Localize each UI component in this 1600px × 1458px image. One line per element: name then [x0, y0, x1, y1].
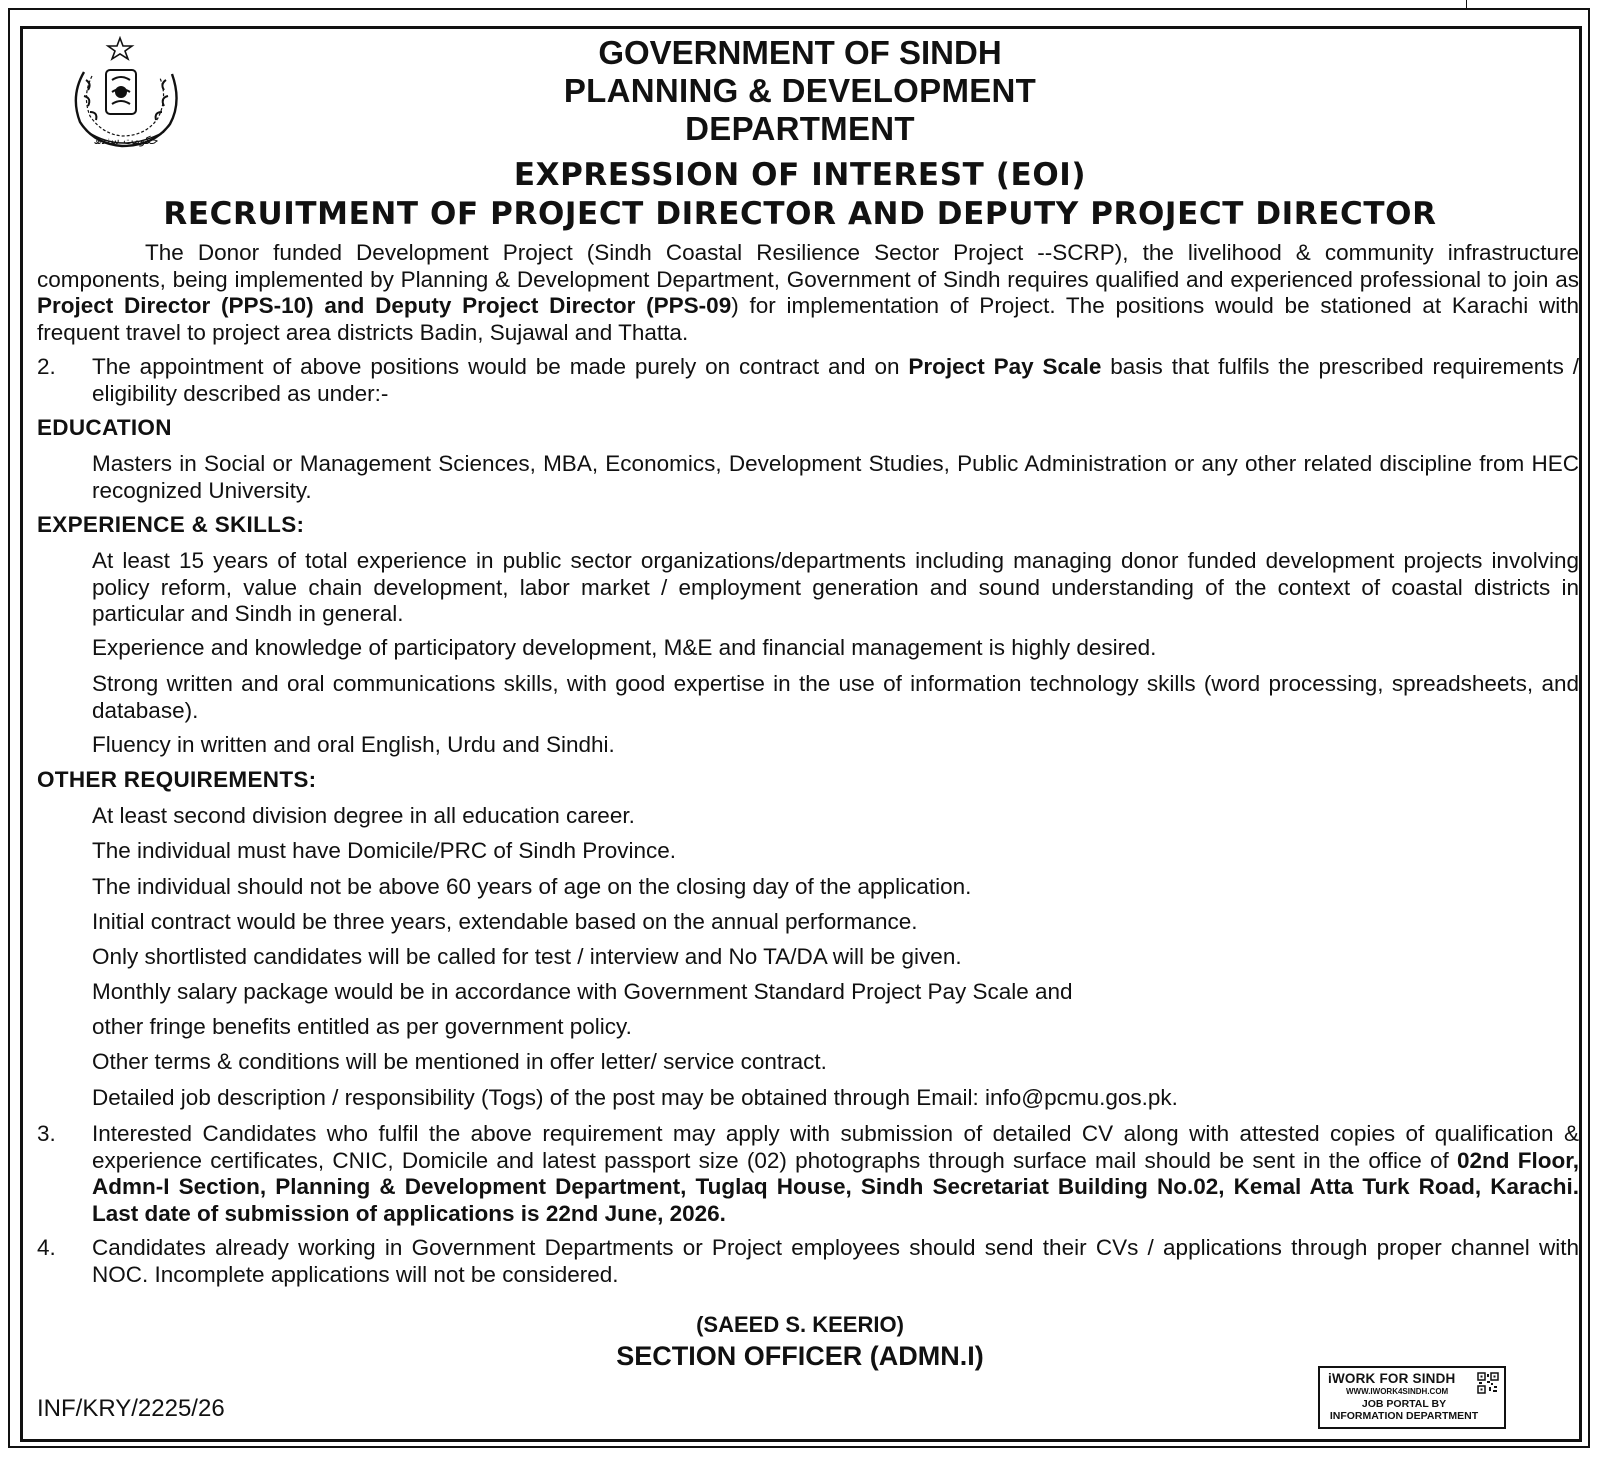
- para3-text: [92, 1121, 1579, 1227]
- requirement-item: Other terms & conditions will be mentioned in offer letter/ service contract.: [92, 1049, 827, 1074]
- requirement-item: Only shortlisted candidates will be called for test / interview and No TA/DA will be given.: [92, 944, 962, 969]
- corner-tick: [1466, 0, 1467, 8]
- reference-number: INF/KRY/2225/26: [37, 1395, 225, 1422]
- para2-bold: Project Pay Scale: [908, 354, 1102, 379]
- intro-text-1: The Donor funded Development Project (Sindh Coastal Resilience Sector Project --SCRP), the livelihood & community infrastructure components, being implemented by Planning & Development Department, Government of Sindh requires qualified and experienced professional to join as: [37, 240, 1579, 292]
- signatory-designation: SECTION OFFICER (ADMN.I): [616, 1341, 984, 1371]
- para2-text: [92, 354, 1579, 407]
- eoi-title: EXPRESSION OF INTEREST (EOI): [513, 157, 1087, 193]
- experience-heading: EXPERIENCE & SKILLS:: [37, 512, 305, 537]
- badge-title: iWORK FOR SINDH: [1328, 1371, 1456, 1386]
- requirement-item: At least second division degree in all education career.: [92, 803, 635, 828]
- requirement-item: The individual must have Domicile/PRC of Sindh Province.: [92, 838, 677, 863]
- para2-text-2: basis that fulfils the prescribed requirements / eligibility described as under:-: [92, 354, 1579, 406]
- other-requirements-heading: OTHER REQUIREMENTS:: [37, 767, 317, 792]
- para4-number: 4.: [37, 1235, 56, 1260]
- requirement-item: Detailed job description / responsibility (Togs) of the post may be obtained through Email: info@pcmu.gos.pk.: [92, 1085, 1178, 1110]
- intro-paragraph: [37, 240, 1579, 346]
- experience-item: Fluency in written and oral English, Urdu and Sindhi.: [92, 732, 615, 757]
- para2-text-1: The appointment of above positions would be made purely on contract and on: [92, 354, 909, 379]
- government-heading: GOVERNMENT OF SINDH: [598, 34, 1002, 71]
- badge-line2: INFORMATION DEPARTMENT: [1329, 1410, 1479, 1422]
- signatory-name: (SAEED S. KEERIO): [696, 1312, 904, 1337]
- department-heading-line2: DEPARTMENT: [685, 110, 915, 147]
- requirement-item: Monthly salary package would be in accordance with Government Standard Project Pay Scale and: [92, 979, 1073, 1004]
- requirement-item: Initial contract would be three years, extendable based on the annual performance.: [92, 909, 918, 934]
- para2-number: 2.: [37, 354, 56, 379]
- para3-address-bold: 02nd Floor, Admn-I Section, Planning & Development Department, Tuglaq House, Sindh Secretariat Building No.02, Kemal Atta Turk Road, Karachi. Last date of submission of applications is 22nd June, 2026.: [92, 1147, 1580, 1226]
- education-heading: EDUCATION: [37, 415, 172, 440]
- qr-code-icon: [1477, 1372, 1499, 1394]
- iwork-for-sindh-badge: [1318, 1366, 1506, 1429]
- experience-item: Experience and knowledge of participatory development, M&E and financial management is highly desired.: [92, 635, 1157, 660]
- badge-portal-text: [1324, 1398, 1484, 1422]
- recruitment-title: RECRUITMENT OF PROJECT DIRECTOR AND DEPUTY PROJECT DIRECTOR: [163, 196, 1437, 232]
- para3-text-1: Interested Candidates who fulfil the above requirement may apply with submission of detailed CV along with attested copies of qualification & experience certificates, CNIC, Domicile and latest passport size (02) photographs through surface mail should be sent in the office of: [92, 1121, 1579, 1173]
- education-text: Masters in Social or Management Sciences, MBA, Economics, Development Studies, Public Administration or any other related discipline from HEC recognized University.: [92, 451, 1579, 503]
- para3-number: 3.: [37, 1121, 56, 1146]
- intro-text-2: ) for implementation of Project. The positions would be stationed at Karachi with frequent travel to project area districts Badin, Sujawal and Thatta.: [37, 293, 1579, 345]
- experience-item: Strong written and oral communications skills, with good expertise in the use of information technology skills (word processing, spreadsheets, and database).: [92, 671, 1579, 723]
- requirement-item: The individual should not be above 60 years of age on the closing day of the application.: [92, 874, 972, 899]
- emblem-text: حکومت سندھ: [93, 134, 159, 147]
- department-heading-line1: PLANNING & DEVELOPMENT: [563, 72, 1037, 109]
- badge-line1: JOB PORTAL BY: [1361, 1398, 1447, 1410]
- para4-text: Candidates already working in Government Departments or Project employees should send their CVs / applications through proper channel with NOC. Incomplete applications will not be considered.: [92, 1235, 1579, 1287]
- intro-positions-bold: Project Director (PPS-10) and Deputy Project Director (PPS-09: [37, 293, 732, 318]
- badge-url: WWW.IWORK4SINDH.COM: [1346, 1387, 1449, 1396]
- experience-item: At least 15 years of total experience in public sector organizations/departments including managing donor funded development projects involving policy reform, value chain development, labor market / employment generation and sound understanding of the context of coastal districts in particular and Sindh in general.: [92, 548, 1579, 626]
- requirement-item: other fringe benefits entitled as per government policy.: [92, 1014, 632, 1039]
